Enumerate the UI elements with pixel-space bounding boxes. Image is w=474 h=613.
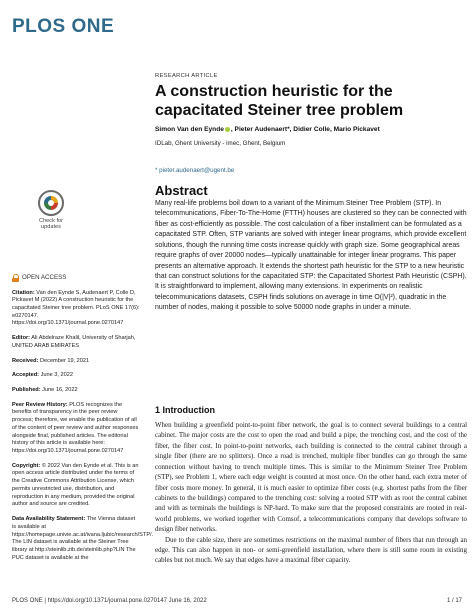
article-title: A construction heuristic for the capacitated Steiner tree problem	[155, 83, 404, 120]
abstract-text: Many real-life problems boil down to a variant of the Minimum Steiner Tree Problem (STP). In telecommunications, Fiber-To-The-Home (FTTH) houses are clustered so they can be connected with fiber as cost-efficiently as possible. The cost calculation of a fiber installment can be formulated as a capacitated STP. Often, STP variants are solved with integer linear programs, which provide excellent solutions, though the running time costs increase quickly with graph size. Some geographical areas require graphs of over 20000 nodes—typically unattainable for integer linear programs. This paper presents an alternative approach. It extends the shortest path heuristic for the STP to a new heuristic that can construct solutions for the capacitated STP: the Capacitated Shortest Path Heuristic (CSPH). It is straightforward to implement, allowing many extensions. In experiments on realistic telecommunications datasets, CSPH finds solutions on average in time O(|V|²), quadratic in the number of nodes, making it possible to solve 50000 node graphs in under a minute.	[155, 200, 467, 312]
received-date: Received: December 19, 2021	[12, 357, 90, 364]
footer-journal: PLOS ONE | https://doi.org/10.1371/journal.pone.0270147 June 16, 2022	[12, 598, 207, 604]
check-updates-label: Check for updates	[39, 218, 63, 231]
citation: Citation: Van den Eynde S, Audenaert P, Colle D, Pickavet M (2022) A construction heuristic for the capacitated Steiner tree problem. PLoS ONE 17(6): e0270147. https://doi.org/10.1371/journal.pone.0270147	[12, 289, 140, 327]
open-lock-icon	[12, 274, 19, 282]
article-type: RESEARCH ARTICLE	[155, 73, 218, 79]
author-list: Simon Van den Eynde , Pieter Audenaert*, Didier Colle, Mario Pickavet	[155, 126, 380, 133]
data-availability: Data Availability Statement: The Vienna dataset is available at https://homepage.univie.ac.at/ivana.ljubic/research/STP/. The LIN dataset is available at the Steiner Tree library at http://steinlib.zib.de/steinlib.php?LIN The PUC dataset is available at the	[12, 516, 154, 561]
orcid-icon[interactable]	[225, 127, 230, 132]
copyright: Copyright: © 2022 Van den Eynde et al. This is an open access article distributed under the terms of the Creative Commons Attribution License, which permits unrestricted use, distribution, and reproduction in any medium, provided the original author and source are credited.	[12, 462, 139, 508]
crossmark-icon	[38, 190, 64, 216]
corresponding-email[interactable]: * pieter.audenaert@ugent.be	[155, 167, 235, 174]
introduction-body	[155, 420, 467, 566]
published-date: Published: June 16, 2022	[12, 387, 78, 394]
section-heading: 1 Introduction	[155, 405, 215, 415]
accepted-date: Accepted: June 3, 2022	[12, 372, 73, 379]
author-link[interactable]: Simon Van den Eynde	[155, 126, 224, 133]
affiliation: IDLab, Ghent University - imec, Ghent, Belgium	[155, 140, 286, 147]
article-sidebar	[12, 190, 154, 562]
peer-review-history: Peer Review History: PLOS recognizes the benefits of transparency in the peer review process; therefore, we enable the publication of all of the content of peer review and author responses alongside final, published articles. The editorial history of this article is available here: https://doi.org/10.1371/journal.pone.0270147	[12, 401, 139, 455]
intro-paragraph: When building a greenfield point-to-point fiber network, the goal is to connect several buildings to a central cabinet. The major costs are the cost to open the road and build a pipe, the trenching cost, and the cost of the fiber, the fiber cost. In point-to-point networks, each building is connected to the central cabinet through a single fiber (there are no splitters). Once a road is trenched, multiple fiber bundles can go through the same connection without having to trench multiple times. This is similar to the Minimum Steiner Tree Problem (STP), see Problem 1, where each edge weight is counted at most once. On the other hand, each extra meter of fiber costs more money. In general, it is much easier to optimize fiber costs (e.g. shortest paths from the fiber cabinets to the buildings) compared to the trenching cost: solving a rooted STP with as root the central cabinet and with as terminals the buildings is NP-hard. To make sure that the proposed constraints are rooted in real-world problems, we worked together with Comsof, a telecommunications company that develops software to design fiber networks.	[155, 421, 467, 534]
intro-paragraph: Due to the cable size, there are sometimes restrictions on the maximal number of fibers that run through an edge. This can also happen in non- or semi-greenfield installation, where there is still some room in existing cables but not much. We say that edges have a maximal fiber capacity.	[155, 535, 467, 565]
check-for-updates-badge[interactable]	[32, 190, 70, 240]
abstract-heading: Abstract	[155, 183, 208, 198]
editor: Editor: Ali Abdelraze Khalil, University of Sharjah, UNITED ARAB EMIRATES	[12, 335, 136, 349]
page-number: 1 / 17	[446, 598, 462, 604]
journal-logo: PLOS ONE	[12, 16, 115, 37]
open-access-label: OPEN ACCESS	[12, 274, 140, 283]
